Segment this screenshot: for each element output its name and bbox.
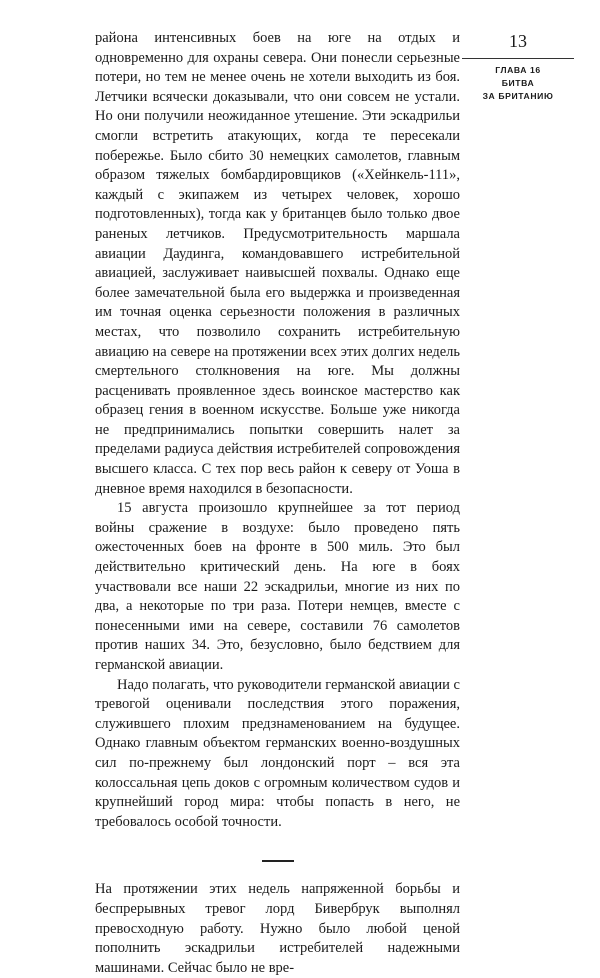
- paragraph: На протяжении этих недель напряженной борьбы и беспрерывных тревог лорд Бивербрук выполнял превосходную работу. Нужно было любой ценой пополнить эскадрильи истребителей надежными машинами. Сейчас было не вре-: [95, 881, 460, 976]
- paragraph-continued: района интенсивных боев на юге на отдых и одновременно для охраны севера. Они понесли серьезные потери, но тем не менее очень не хотели выходить из боя. Летчики всячески доказывали, что они совсем не устали. Но они получили неожиданное утешение. Эти эскадрильи смогли встретить атакующих, когда те пересекали побережье. Было сбито 30 немецких самолетов, главным образом тяжелых бомбардировщиков («Хейнкель-111», каждый с экипажем из четырех человек, хорошо подготовленных), тогда как у британцев было только двое раненых летчиков. Предусмотрительность маршала авиации Даудинга, командовавшего истребительной авиацией, заслуживает наивысшей похвалы. Однако еще более замечательной была его выдержка и произведенная им точная оценка серьезности положения в различных местах, что позволило сохранить истребительную авиацию на севере на протяжении всех этих долгих недель смертельного столкновения на юге. Мы должны расценивать проявленное здесь воинское мастерство как образец гения в военном искусстве. Больше уже никогда не предпринимались попытки совершить налет за пределами радиуса действия истребителей сопровождения высшего класса. С тех пор весь район к северу от Уоша в дневное время находился в безопасности.: [95, 30, 460, 497]
- paragraph: 15 августа произошло крупнейшее за тот период войны сражение в воздухе: было проведено пять ожесточенных боев на фронте в 500 миль. Это был действительно критический день. На юге в боях участвовали все наши 22 эскадрильи, многие из них по два, а некоторые по три раза. Потери немцев, вместе с понесенными ими на севере, составили 76 самолетов против наших 34. Это, безусловно, было бедствием для германской авиации.: [95, 500, 460, 673]
- page-number: 13: [509, 31, 527, 51]
- section-title-line-2: ЗА БРИТАНИЮ: [482, 91, 554, 101]
- running-head: [462, 64, 574, 103]
- section-title-line-1: БИТВА: [501, 78, 535, 88]
- header-rule: [462, 58, 574, 59]
- text-column: [95, 29, 460, 978]
- section-divider: [262, 860, 294, 862]
- chapter-label: ГЛАВА 16: [495, 65, 541, 75]
- paragraph: Надо полагать, что руководители германской авиации с тревогой оценивали последствия этого поражения, служившего плохим предзнаменованием на будущее. Однако главным объектом германских военно-воздушных сил по-прежнему был лондонский порт – вся эта колоссальная цепь доков с огромным количеством судов и крупнейший город мира: чтобы попасть в него, не требовалось особой точности.: [95, 676, 460, 830]
